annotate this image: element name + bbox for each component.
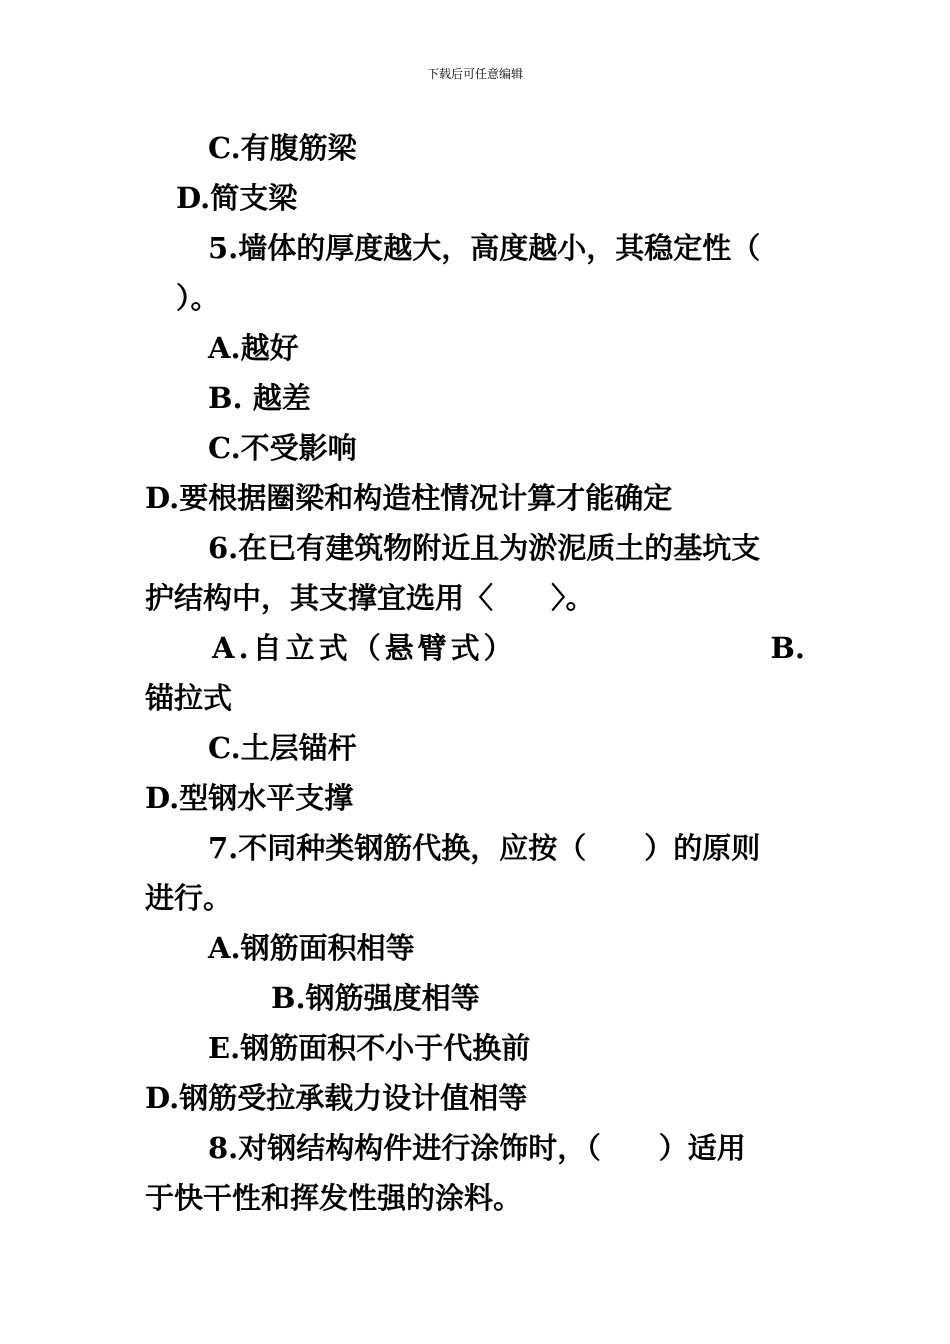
question-5-line-1: 5.墙体的厚度越大，高度越小，其稳定性（	[208, 231, 761, 265]
option-b-q6-label: B.	[770, 631, 805, 665]
question-8-line-2: 于快干性和挥发性强的涂料。	[145, 1181, 523, 1215]
question-6-line-1: 6.在已有建筑物附近且为淤泥质土的基坑支	[208, 531, 761, 565]
options-ab-q6-row	[212, 630, 805, 666]
question-7-line-1: 7.不同种类钢筋代换，应按（ ）的原则	[208, 831, 761, 865]
option-a-q7: A.钢筋面积相等	[208, 931, 415, 965]
option-d-q5: D.要根据圈梁和构造柱情况计算才能确定	[145, 481, 673, 515]
option-d-q6: D.型钢水平支撑	[145, 781, 354, 815]
option-c-q4: C.有腹筋梁	[208, 131, 357, 165]
question-7-line-2: 进行。	[145, 881, 233, 915]
question-6-line-2: 护结构中，其支撑宜选用〈 〉。	[145, 581, 595, 615]
option-e-q7: E.钢筋面积不小于代换前	[208, 1031, 531, 1065]
option-b-q7: B.钢筋强度相等	[271, 981, 480, 1015]
question-5-line-2: ）。	[176, 281, 220, 315]
page-header: 下载后可任意编辑	[426, 67, 523, 81]
option-d-q7: D.钢筋受拉承载力设计值相等	[145, 1081, 528, 1115]
option-b-q5: B. 越差	[208, 381, 311, 415]
question-8-line-1: 8.对钢结构构件进行涂饰时，（ ）适用	[208, 1131, 746, 1165]
option-c-q5: C.不受影响	[208, 431, 357, 465]
option-a-q5: A.越好	[208, 331, 299, 365]
option-c-q6: C.土层锚杆	[208, 731, 357, 765]
option-a-q6: A.自立式（悬臂式）	[212, 631, 517, 665]
option-d-q4: D.简支梁	[176, 181, 298, 215]
option-b-q6-text: 锚拉式	[145, 681, 233, 715]
